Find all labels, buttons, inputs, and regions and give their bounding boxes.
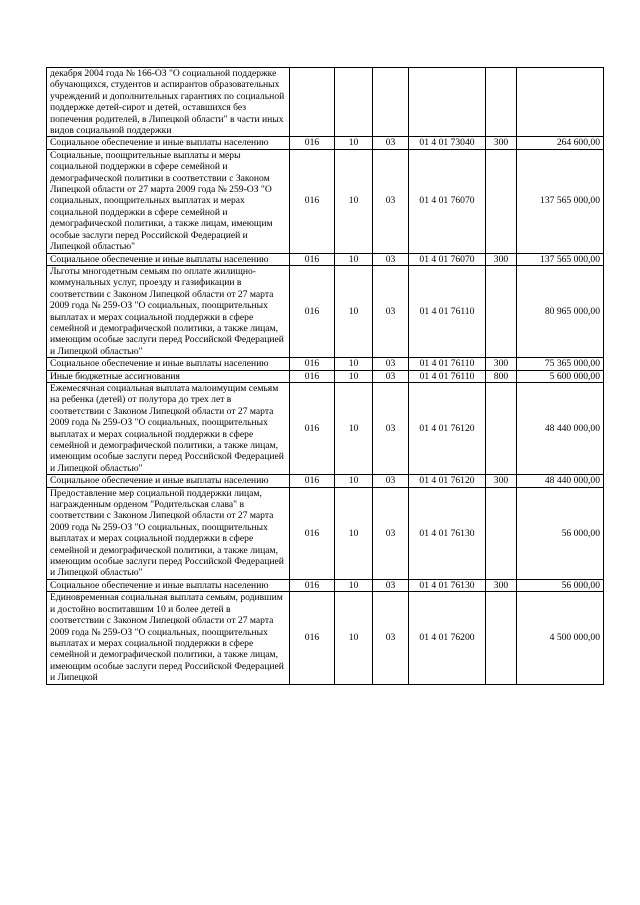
subsection-code-cell: 03 (373, 265, 409, 357)
subsection-code-cell (373, 68, 409, 137)
subsection-code-cell: 03 (373, 382, 409, 474)
row-name-cell: Предоставление мер социальной поддержки лицам, награжденным орденом "Родительская слава" в соответствии с Законом Липецкой области от 27 марта 2009 года № 259-ОЗ "О социальных, поощрительных выплатах и мерах социальной поддержки в сфере семейной и демографической политики, а также лицам, имеющим особые заслуги перед Российской Федерацией и Липецкой областью" (47, 487, 290, 579)
row-name-cell: Социальное обеспечение и иные выплаты населению (47, 358, 290, 370)
amount-cell: 48 440 000,00 (517, 382, 604, 474)
expense-type-cell (486, 592, 517, 684)
subsection-code-cell: 03 (373, 475, 409, 487)
article-code-cell (409, 68, 486, 137)
table-row (47, 149, 604, 253)
expense-type-cell: 300 (486, 253, 517, 265)
row-name-cell: Социальные, поощрительные выплаты и меры социальной поддержки в сфере семейной и демографической политики в соответствии с Законом Липецкой области от 27 марта 2009 года № 259-ОЗ "О социальных, поощрительных выплатах и мерах социальной поддержки в сфере семейной и демографической политики, а также лицам, имеющим особые заслуги перед Российской Федерацией и Липецкой областью" (47, 149, 290, 253)
amount-cell: 264 600,00 (517, 137, 604, 149)
table-row (47, 253, 604, 265)
article-code-cell: 01 4 01 76070 (409, 253, 486, 265)
amount-cell: 137 565 000,00 (517, 149, 604, 253)
row-name-cell: Социальное обеспечение и иные выплаты населению (47, 475, 290, 487)
ministry-code-cell: 016 (290, 382, 335, 474)
article-code-cell: 01 4 01 76120 (409, 475, 486, 487)
table-row (47, 579, 604, 591)
article-code-cell: 01 4 01 76110 (409, 265, 486, 357)
table-row (47, 68, 604, 137)
row-name-cell: Социальное обеспечение и иные выплаты населению (47, 137, 290, 149)
article-code-cell: 01 4 01 76070 (409, 149, 486, 253)
section-code-cell: 10 (335, 370, 373, 382)
subsection-code-cell: 03 (373, 370, 409, 382)
table-row (47, 265, 604, 357)
table-row (47, 487, 604, 579)
expense-type-cell: 300 (486, 579, 517, 591)
ministry-code-cell: 016 (290, 253, 335, 265)
article-code-cell: 01 4 01 76110 (409, 370, 486, 382)
expense-type-cell: 300 (486, 358, 517, 370)
ministry-code-cell: 016 (290, 487, 335, 579)
expense-type-cell: 300 (486, 137, 517, 149)
amount-cell (517, 68, 604, 137)
expense-type-cell (486, 68, 517, 137)
row-name-cell: Ежемесячная социальная выплата малоимущим семьям на ребенка (детей) от полутора до трех лет в соответствии с Законом Липецкой области от 27 марта 2009 года № 259-ОЗ "О социальных, поощрительных выплатах и мерах социальной поддержки в сфере семейной и демографической политики, а также лицам, имеющим особые заслуги перед Российской Федерацией и Липецкой областью" (47, 382, 290, 474)
table-row (47, 137, 604, 149)
budget-table (46, 67, 604, 685)
section-code-cell: 10 (335, 358, 373, 370)
budget-table-body (47, 68, 604, 685)
ministry-code-cell: 016 (290, 149, 335, 253)
section-code-cell: 10 (335, 265, 373, 357)
subsection-code-cell: 03 (373, 487, 409, 579)
ministry-code-cell: 016 (290, 592, 335, 684)
section-code-cell: 10 (335, 592, 373, 684)
table-row (47, 370, 604, 382)
section-code-cell: 10 (335, 487, 373, 579)
article-code-cell: 01 4 01 76120 (409, 382, 486, 474)
ministry-code-cell: 016 (290, 265, 335, 357)
section-code-cell (335, 68, 373, 137)
ministry-code-cell: 016 (290, 370, 335, 382)
expense-type-cell (486, 265, 517, 357)
ministry-code-cell: 016 (290, 358, 335, 370)
article-code-cell: 01 4 01 76110 (409, 358, 486, 370)
amount-cell: 48 440 000,00 (517, 475, 604, 487)
subsection-code-cell: 03 (373, 253, 409, 265)
subsection-code-cell: 03 (373, 579, 409, 591)
article-code-cell: 01 4 01 73040 (409, 137, 486, 149)
ministry-code-cell (290, 68, 335, 137)
amount-cell: 75 365 000,00 (517, 358, 604, 370)
section-code-cell: 10 (335, 382, 373, 474)
amount-cell: 80 965 000,00 (517, 265, 604, 357)
expense-type-cell (486, 382, 517, 474)
section-code-cell: 10 (335, 137, 373, 149)
row-name-cell: Иные бюджетные ассигнования (47, 370, 290, 382)
table-row (47, 475, 604, 487)
row-name-cell: Льготы многодетным семьям по оплате жилищно-коммунальных услуг, проезду и газификации в соответствии с Законом Липецкой области от 27 марта 2009 года № 259-ОЗ "О социальных, поощрительных выплатах и мерах социальной поддержки в сфере семейной и демографической политики, а также лицам, имеющим особые заслуги перед Российской Федерацией и Липецкой областью" (47, 265, 290, 357)
amount-cell: 4 500 000,00 (517, 592, 604, 684)
ministry-code-cell: 016 (290, 137, 335, 149)
table-row (47, 382, 604, 474)
article-code-cell: 01 4 01 76200 (409, 592, 486, 684)
ministry-code-cell: 016 (290, 579, 335, 591)
subsection-code-cell: 03 (373, 149, 409, 253)
table-row (47, 592, 604, 684)
expense-type-cell: 800 (486, 370, 517, 382)
amount-cell: 56 000,00 (517, 579, 604, 591)
ministry-code-cell: 016 (290, 475, 335, 487)
expense-type-cell: 300 (486, 475, 517, 487)
amount-cell: 56 000,00 (517, 487, 604, 579)
subsection-code-cell: 03 (373, 358, 409, 370)
row-name-cell: Социальное обеспечение и иные выплаты населению (47, 253, 290, 265)
expense-type-cell (486, 487, 517, 579)
section-code-cell: 10 (335, 579, 373, 591)
amount-cell: 5 600 000,00 (517, 370, 604, 382)
article-code-cell: 01 4 01 76130 (409, 579, 486, 591)
section-code-cell: 10 (335, 475, 373, 487)
amount-cell: 137 565 000,00 (517, 253, 604, 265)
section-code-cell: 10 (335, 149, 373, 253)
row-name-cell: Социальное обеспечение и иные выплаты населению (47, 579, 290, 591)
expense-type-cell (486, 149, 517, 253)
article-code-cell: 01 4 01 76130 (409, 487, 486, 579)
section-code-cell: 10 (335, 253, 373, 265)
row-name-cell: Единовременная социальная выплата семьям, родившим и достойно воспитавшим 10 и более детей в соответствии с Законом Липецкой области от 27 марта 2009 года № 259-ОЗ "О социальных, поощрительных выплатах и мерах социальной поддержки в сфере семейной и демографической политики, а также лицам, имеющим особые заслуги перед Российской Федерацией и Липецкой (47, 592, 290, 684)
table-row (47, 358, 604, 370)
subsection-code-cell: 03 (373, 592, 409, 684)
row-name-cell: декабря 2004 года № 166-ОЗ "О социальной поддержке обучающихся, студентов и аспирантов образовательных учреждений и дополнительных гарантиях по социальной поддержке детей-сирот и детей, оставшихся без попечения родителей, в Липецкой области" в части иных видов социальной поддержки (47, 68, 290, 137)
subsection-code-cell: 03 (373, 137, 409, 149)
